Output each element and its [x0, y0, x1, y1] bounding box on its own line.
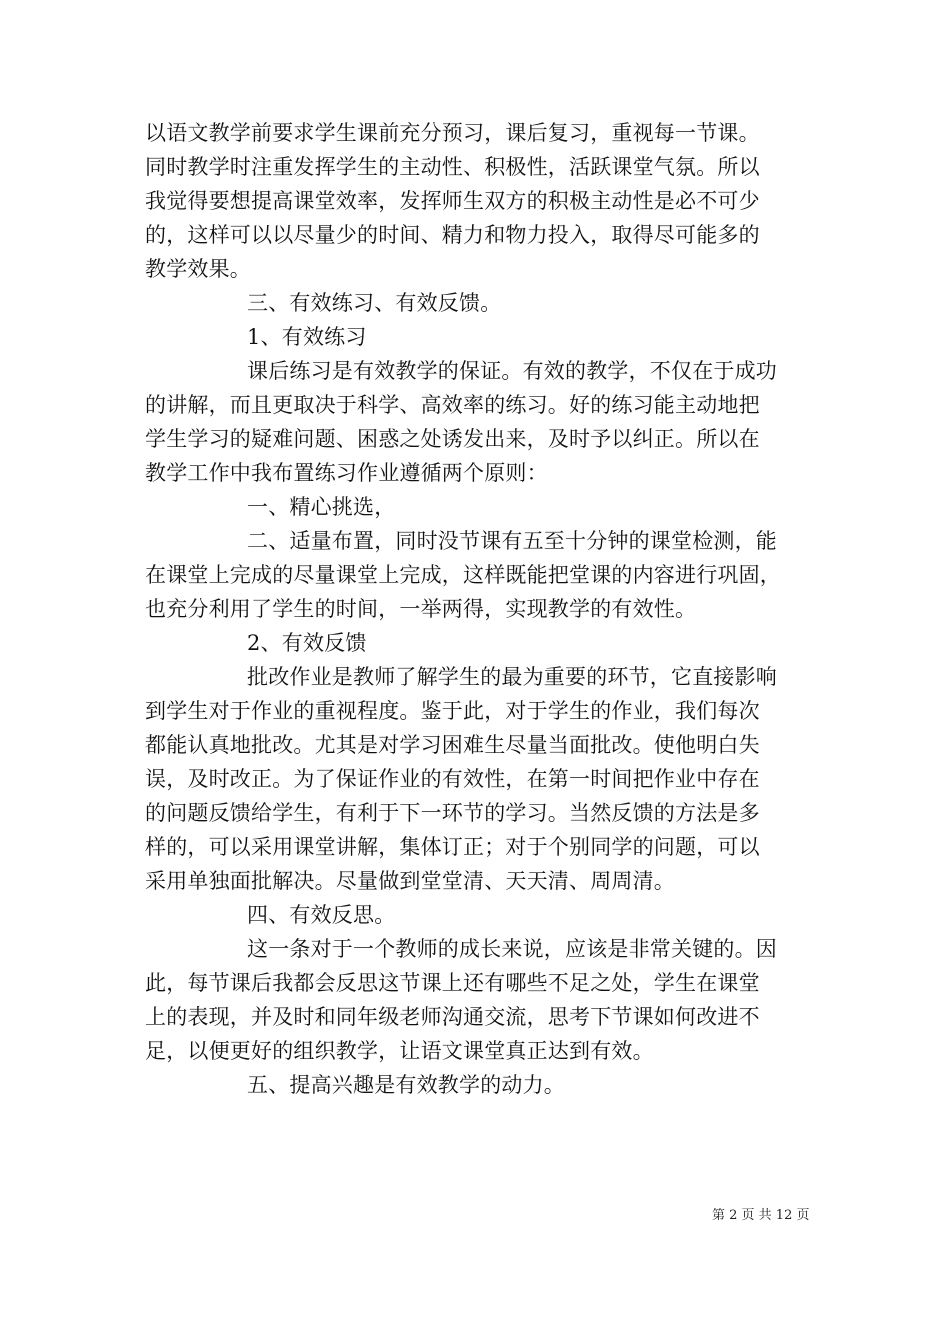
subheading-3-1: 1、有效练习	[247, 325, 367, 349]
section-heading-3: 三、有效练习、有效反馈。	[247, 291, 502, 315]
section-heading-5: 五、提高兴趣是有效教学的动力。	[247, 1073, 565, 1097]
paragraph-1-line-5: 教学效果。	[145, 257, 251, 281]
paragraph-1-line-1: 以语文教学前要求学生课前充分预习，课后复习，重视每一节课。	[145, 121, 760, 145]
paragraph-3-line-2: 到学生对于作业的重视程度。鉴于此，对于学生的作业，我们每次	[145, 699, 760, 723]
paragraph-3-line-6: 样的，可以采用课堂讲解，集体订正；对于个别同学的问题，可以	[145, 835, 760, 859]
paragraph-2-line-2: 的讲解，而且更取决于科学、高效率的练习。好的练习能主动地把	[145, 393, 760, 417]
paragraph-2-line-3: 学生学习的疑难问题、困惑之处诱发出来，及时予以纠正。所以在	[145, 427, 760, 451]
subheading-3-2: 2、有效反馈	[247, 631, 367, 655]
paragraph-3-line-4: 误，及时改正。为了保证作业的有效性，在第一时间把作业中存在	[145, 767, 760, 791]
paragraph-3-line-7: 采用单独面批解决。尽量做到堂堂清、天天清、周周清。	[145, 869, 675, 893]
paragraph-4-line-3: 上的表现，并及时和同年级老师沟通交流，思考下节课如何改进不	[145, 1005, 760, 1029]
paragraph-4-line-4: 足，以便更好的组织教学，让语文课堂真正达到有效。	[145, 1039, 654, 1063]
paragraph-1-line-3: 我觉得要想提高课堂效率，发挥师生双方的积极主动性是必不可少	[145, 189, 760, 213]
principle-1: 一、精心挑选，	[247, 495, 396, 519]
paragraph-1-line-4: 的，这样可以以尽量少的时间、精力和物力投入，取得尽可能多的	[145, 223, 760, 247]
paragraph-3-line-1: 批改作业是教师了解学生的最为重要的环节，它直接影响	[247, 665, 777, 689]
page-number-footer: 第 2 页 共 12 页	[712, 1208, 810, 1223]
paragraph-2-line-4: 教学工作中我布置练习作业遵循两个原则：	[145, 461, 548, 485]
paragraph-4-line-1: 这一条对于一个教师的成长来说，应该是非常关键的。因	[247, 937, 777, 961]
paragraph-1-line-2: 同时教学时注重发挥学生的主动性、积极性，活跃课堂气氛。所以	[145, 155, 760, 179]
paragraph-4-line-2: 此，每节课后我都会反思这节课上还有哪些不足之处，学生在课堂	[145, 971, 760, 995]
document-body	[145, 116, 813, 1102]
paragraph-3-line-3: 都能认真地批改。尤其是对学习困难生尽量当面批改。使他明白失	[145, 733, 760, 757]
paragraph-3-line-5: 的问题反馈给学生，有利于下一环节的学习。当然反馈的方法是多	[145, 801, 760, 825]
principle-2-line-1: 二、适量布置，同时没节课有五至十分钟的课堂检测，能	[247, 529, 777, 553]
paragraph-2-line-1: 课后练习是有效教学的保证。有效的教学，不仅在于成功	[247, 359, 777, 383]
section-heading-4: 四、有效反思。	[247, 903, 396, 927]
principle-2-line-2: 在课堂上完成的尽量课堂上完成，这样既能把堂课的内容进行巩固，	[145, 563, 781, 587]
principle-2-line-3: 也充分利用了学生的时间，一举两得，实现教学的有效性。	[145, 597, 697, 621]
